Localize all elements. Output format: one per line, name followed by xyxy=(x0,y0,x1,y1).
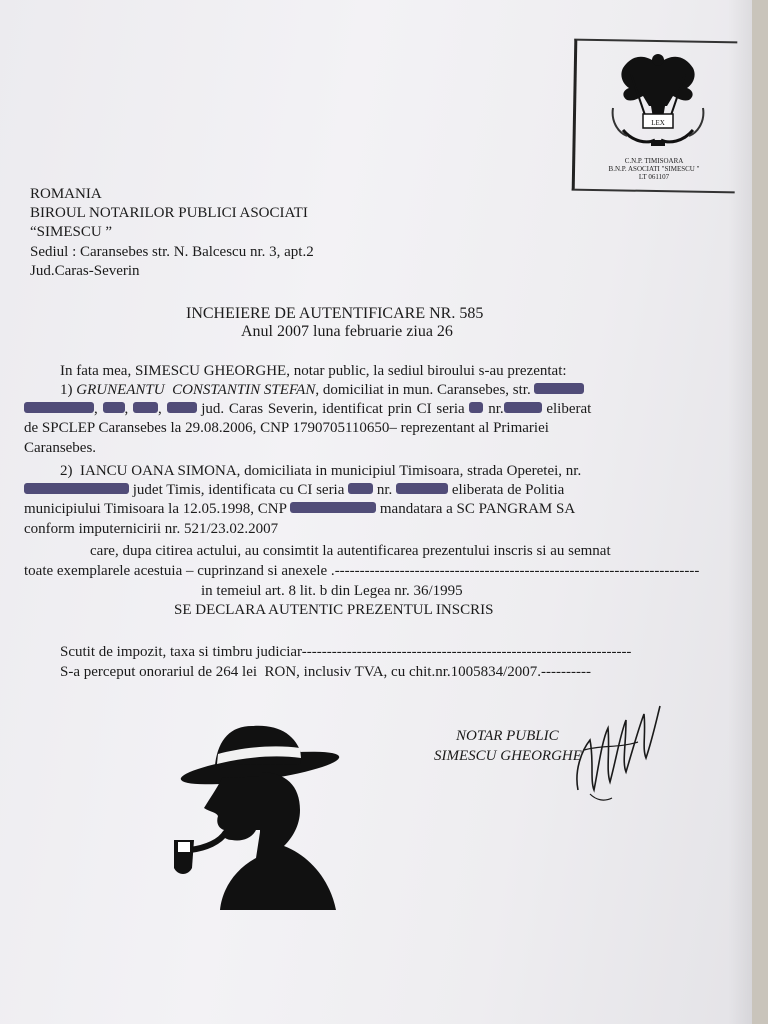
eagle-seal-icon xyxy=(593,44,723,154)
tax-exemption: Scutit de impozit, taxa si timbru judiciar------------------------------------------------------------------ xyxy=(60,644,632,660)
notary-stamp xyxy=(571,38,743,194)
legal-basis: in temeiul art. 8 lit. b din Legea nr. 36/1995 xyxy=(201,583,463,599)
stamp-line-1: C.N.P. TIMISOARA xyxy=(624,157,684,165)
party-1-line-2: , , , jud. Caras Severin, identificat prin CI seria nr. eliberat xyxy=(24,401,591,418)
header-name: “SIMESCU ” xyxy=(30,224,113,240)
party-1-line-4: Caransebes. xyxy=(24,440,97,456)
stamp-line-2: B.N.P. ASOCIATI "SIMESCU " xyxy=(608,165,700,173)
header-office: BIROUL NOTARILOR PUBLICI ASOCIATI xyxy=(30,205,308,221)
handwritten-signature xyxy=(560,690,670,810)
header-address: Sediul : Caransebes str. N. Balcescu nr. 3, apt.2 xyxy=(30,244,314,260)
party-1-line-1: 1) GRUNEANTU CONSTANTIN STEFAN, domiciliat in mun. Caransebes, str. xyxy=(60,382,584,399)
header-county: Jud.Caras-Severin xyxy=(30,263,140,279)
svg-text:LEX: LEX xyxy=(651,119,665,127)
party-2-line-3: municipiului Timisoara la 12.05.1998, CNP mandatara a SC PANGRAM SA xyxy=(24,501,576,517)
consent-line-1: care, dupa citirea actului, au consimtit la autentificarea prezentului inscris si au semnat xyxy=(90,543,611,559)
notary-name: SIMESCU GHEORGHE xyxy=(434,748,582,764)
stamp-line-3: LT 061107 xyxy=(638,173,670,181)
notary-role: NOTAR PUBLIC xyxy=(456,728,559,744)
declaration: SE DECLARA AUTENTIC PREZENTUL INSCRIS xyxy=(174,602,494,618)
deed-date: Anul 2007 luna februarie ziua 26 xyxy=(241,323,453,340)
redaction xyxy=(534,383,584,394)
intro-line: In fata mea, SIMESCU GHEORGHE, notar public, la sediul biroului s-au prezentat: xyxy=(60,363,567,379)
consent-line-2: toate exemplarele acestuia – cuprinzand si anexele .------------------------------------------------------------------------- xyxy=(24,563,700,579)
header-country: ROMANIA xyxy=(30,186,102,202)
party-2-line-1: 2) IANCU OANA SIMONA, domiciliata in municipiul Timisoara, strada Operetei, nr. xyxy=(60,463,582,479)
party-2-line-2: judet Timis, identificata cu CI seria nr. eliberata de Politia xyxy=(24,482,564,499)
deed-title: INCHEIERE DE AUTENTIFICARE NR. 585 xyxy=(186,305,484,322)
detective-silhouette-icon xyxy=(160,720,340,910)
party-2-line-4: conform imputernicirii nr. 521/23.02.2007 xyxy=(24,521,279,537)
fee-line: S-a perceput onorariul de 264 lei RON, inclusiv TVA, cu chit.nr.1005834/2007.---------- xyxy=(60,664,591,680)
party-1-line-3: de SPCLEP Caransebes la 29.08.2006, CNP 1790705110650– reprezentant al Primariei xyxy=(24,420,549,436)
